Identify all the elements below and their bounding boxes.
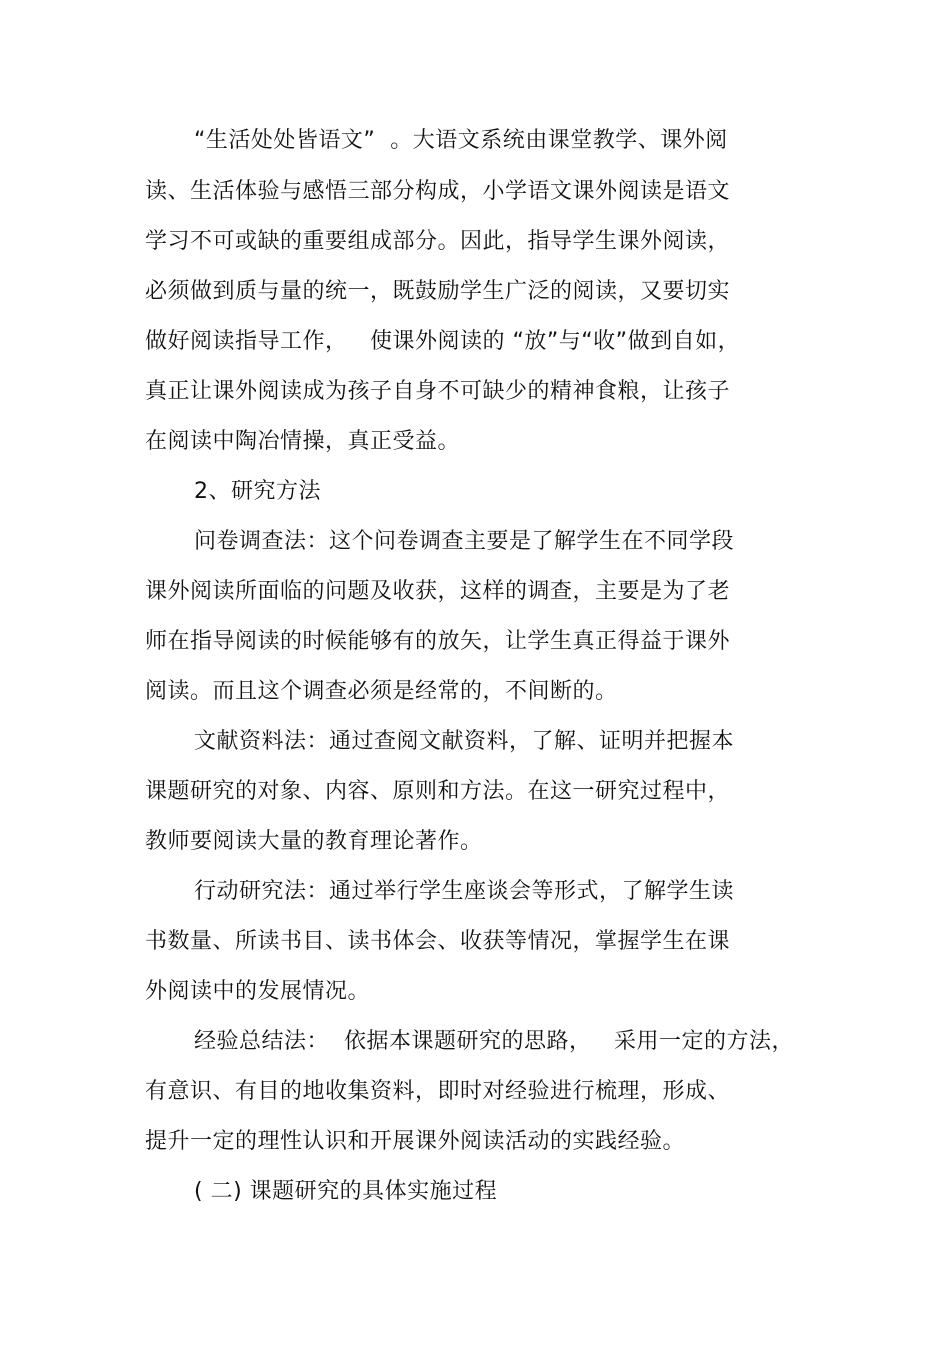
- paragraph-line: 在阅读中陶冶情操，真正受益。: [145, 429, 461, 454]
- paragraph-line: 行动研究法：通过举行学生座谈会等形式，了解学生读: [194, 879, 735, 904]
- paragraph-line: 做好阅读指导工作， 使课外阅读的 “放”与“收”做到自如，: [145, 329, 741, 354]
- paragraph-line: 教师要阅读大量的教育理论著作。: [145, 829, 483, 854]
- paragraph-line: 真正让课外阅读成为孩子自身不可缺少的精神食粮，让孩子: [145, 379, 731, 404]
- paragraph-line: 有意识、有目的地收集资料，即时对经验进行梳理，形成、: [145, 1079, 731, 1104]
- paragraph-line: 问卷调查法：这个问卷调查主要是了解学生在不同学段: [194, 529, 735, 554]
- section-heading: 2、研究方法: [194, 479, 321, 504]
- paragraph-line: 外阅读中的发展情况。: [145, 979, 371, 1004]
- paragraph-line: 经验总结法： 依据本课题研究的思路， 采用一定的方法，: [194, 1029, 794, 1054]
- paragraph-line: “生活处处皆语文” 。大语文系统由课堂教学、课外阅: [194, 128, 728, 153]
- paragraph-line: 读、生活体验与感悟三部分构成，小学语文课外阅读是语文: [145, 179, 731, 204]
- paragraph-line: 提升一定的理性认识和开展课外阅读活动的实践经验。: [145, 1129, 686, 1154]
- paragraph-line: 必须做到质与量的统一，既鼓励学生广泛的阅读，又要切实: [145, 279, 731, 304]
- paragraph-line: 阅读。而且这个调查必须是经常的，不间断的。: [145, 679, 618, 704]
- paragraph-line: 书数量、所读书目、读书体会、收获等情况，掌握学生在课: [145, 929, 731, 954]
- paragraph-line: 学习不可或缺的重要组成部分。因此，指导学生课外阅读，: [145, 229, 731, 254]
- paragraph-line: 师在指导阅读的时候能够有的放矢，让学生真正得益于课外: [145, 629, 731, 654]
- paragraph-line: 课外阅读所面临的问题及收获，这样的调查，主要是为了老: [145, 579, 731, 604]
- paragraph-line: 文献资料法：通过查阅文献资料，了解、证明并把握本: [194, 729, 735, 754]
- section-heading: ( 二) 课题研究的具体实施过程: [194, 1179, 498, 1204]
- paragraph-line: 课题研究的对象、内容、原则和方法。在这一研究过程中，: [145, 779, 731, 804]
